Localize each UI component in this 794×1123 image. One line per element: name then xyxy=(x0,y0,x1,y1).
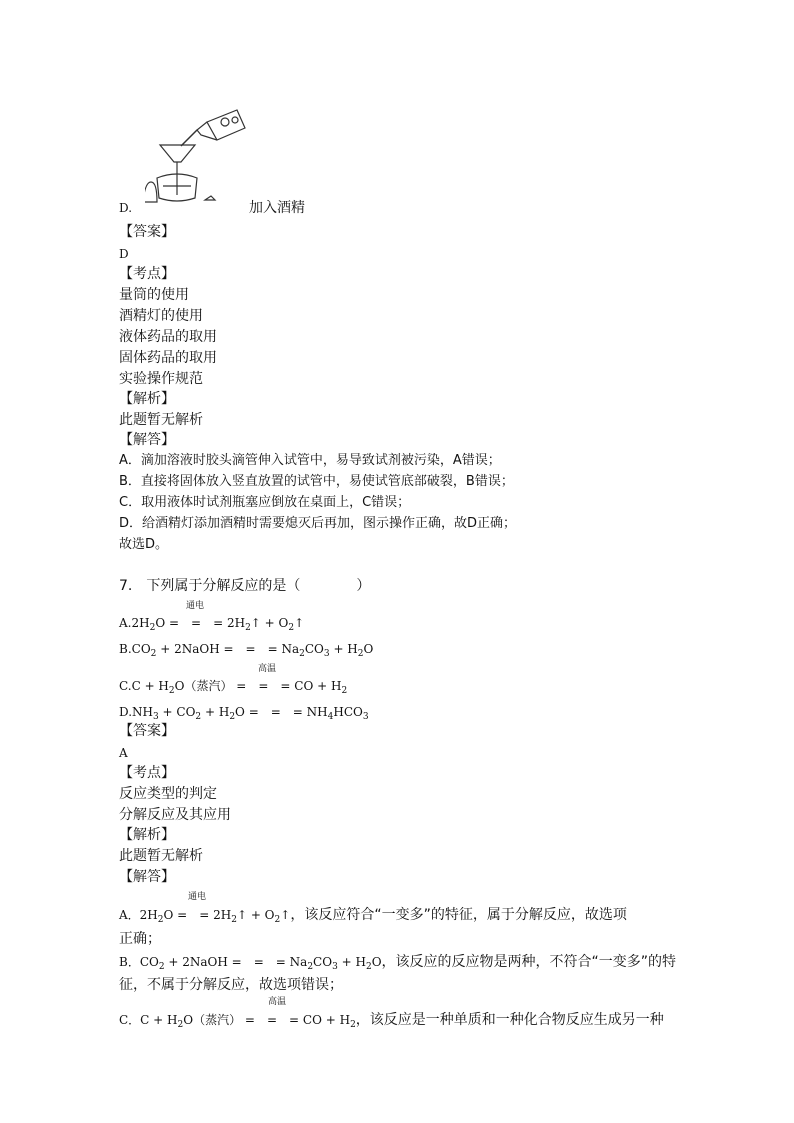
question-stem: 7. 下列属于分解反应的是（ ） xyxy=(119,578,371,594)
jieda-b-line: B．$CO_2$ + 2NaOH = = = $Na_2CO_3 + H_2O$，该反应的反应物是两种，不符合“一变多”的特 xyxy=(119,954,677,972)
jiexi-header: 【解析】 xyxy=(119,827,175,843)
jieda-a-text: ，该反应符合“一变多”的特征，属于分解反应，故选项 xyxy=(290,907,627,923)
kaodian-header: 【考点】 xyxy=(119,765,175,781)
kaodian-item: 液体药品的取用 xyxy=(119,329,217,345)
jieda-a-line: A．$2H_2O$ = = $2H_2↑$ + $O_2↑$，该反应符合“一变多”的特征，属于分解反应，故选项 xyxy=(119,907,627,925)
condition-label: 通电 xyxy=(188,892,207,902)
option-d-row xyxy=(119,199,305,217)
jiexi-text: 此题暂无解析 xyxy=(119,848,203,864)
answer-header: 【答案】 xyxy=(119,224,175,240)
answer-value: D xyxy=(119,247,129,261)
option-letter: D. xyxy=(119,201,133,215)
jieda-header: 【解答】 xyxy=(119,432,175,448)
jieda-c-text: ，该反应是一种单质和一种化合物反应生成另一种 xyxy=(355,1012,664,1028)
kaodian-item: 固体药品的取用 xyxy=(119,350,217,366)
add-alcohol-illustration-icon xyxy=(145,100,255,210)
answer-header: 【答案】 xyxy=(119,723,175,739)
jieda-line: D．给酒精灯添加酒精时需要熄灭后再加，图示操作正确，故D正确； xyxy=(119,516,517,531)
kaodian-item: 分解反应及其应用 xyxy=(119,807,231,823)
jieda-line: B．直接将固体放入竖直放置的试管中，易使试管底部破裂，B错误； xyxy=(119,474,514,489)
equation-option-b: $B.CO_2$ + 2NaOH = = = $Na_2CO_3 + H_2O$ xyxy=(119,642,374,659)
equation-option-a: $A.2H_2O$ = = = $2H_2↑$ + $O_2↑$ xyxy=(119,616,305,633)
jieda-c-line: C．$C + H_2O$（蒸汽） = = = CO + $H_2$，该反应是一种单质和一种化合物反应生成另一种 xyxy=(119,1012,664,1030)
equation-option-c: $C.C + H_2O$（蒸汽） = = = CO + $H_2$ xyxy=(119,679,348,696)
jieda-a-line2: 正确； xyxy=(119,931,161,947)
jieda-line: C．取用液体时试剂瓶塞应倒放在桌面上，C错误； xyxy=(119,495,411,510)
jieda-b-text: ，该反应的反应物是两种，不符合“一变多”的特 xyxy=(381,954,677,970)
kaodian-header: 【考点】 xyxy=(119,266,175,282)
kaodian-item: 酒精灯的使用 xyxy=(119,308,203,324)
kaodian-item: 量筒的使用 xyxy=(119,287,189,303)
option-caption: 加入酒精 xyxy=(249,200,305,216)
jieda-line: A．滴加溶液时胶头滴管伸入试管中，易导致试剂被污染，A错误； xyxy=(119,453,501,468)
kaodian-item: 反应类型的判定 xyxy=(119,786,217,802)
condition-label: 高温 xyxy=(258,664,277,674)
jieda-header: 【解答】 xyxy=(119,869,175,885)
condition-label: 高温 xyxy=(268,997,287,1007)
jieda-b-line2: 征，不属于分解反应，故选项错误； xyxy=(119,977,343,993)
jiexi-header: 【解析】 xyxy=(119,391,175,407)
jiexi-text: 此题暂无解析 xyxy=(119,412,203,428)
kaodian-item: 实验操作规范 xyxy=(119,371,203,387)
answer-value: A xyxy=(119,746,128,760)
jieda-line: 故选D。 xyxy=(119,537,169,552)
condition-label: 通电 xyxy=(186,601,205,611)
equation-option-d: $D.NH_3 + CO_2 + H_2O$ = = = $NH_4HCO_3$ xyxy=(119,705,369,722)
